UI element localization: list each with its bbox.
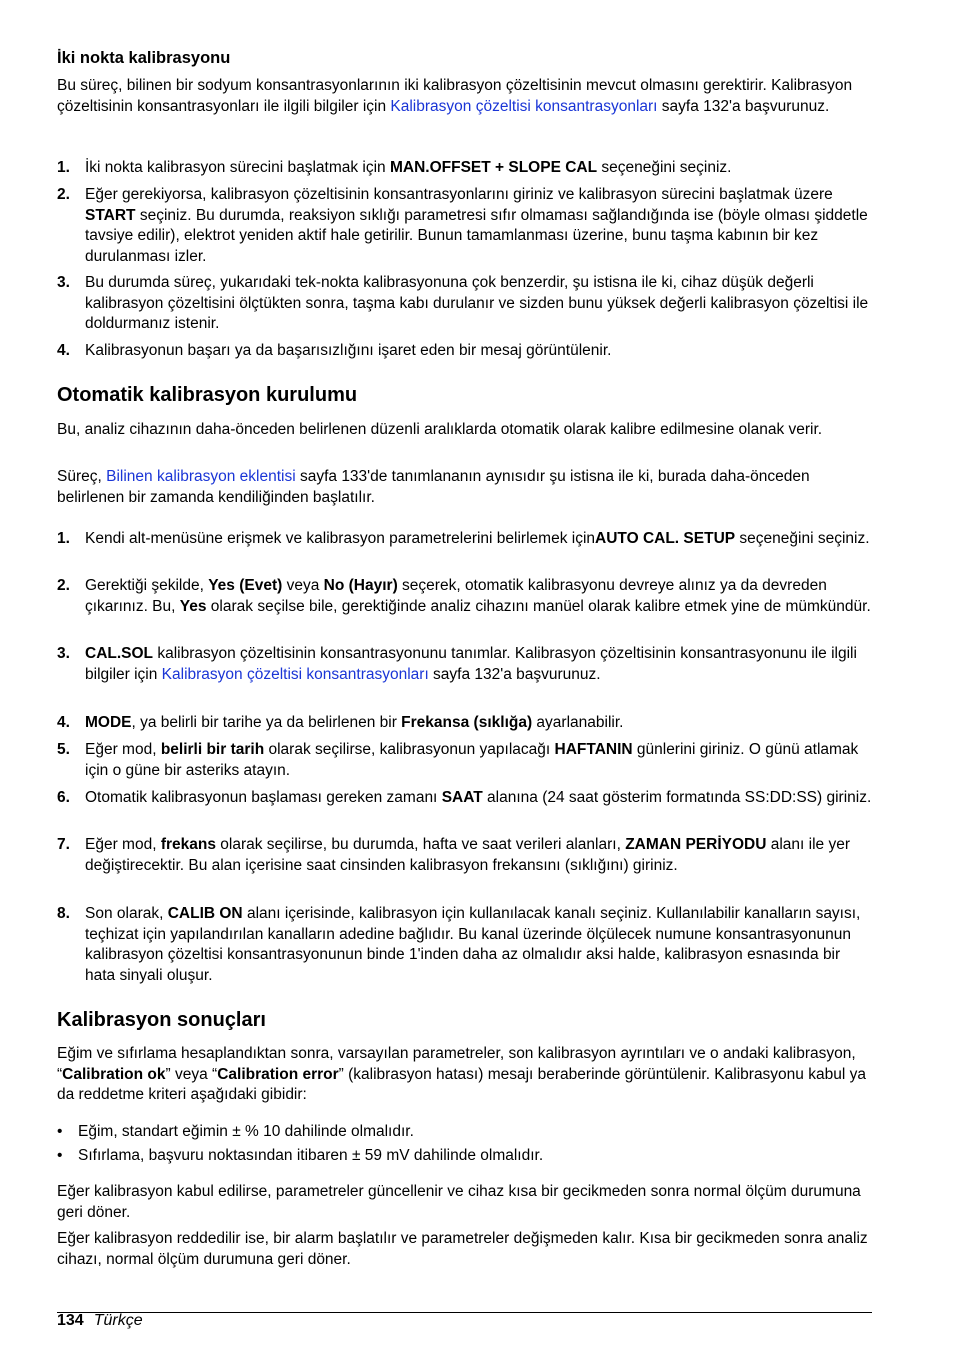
intro-paragraph xyxy=(57,76,872,117)
intro-text: Bu süreç, bilinen bir sodyum konsantrasyonlarının iki kalibrasyon çözeltisinin mevcut olmasını gerektirir. Kalibrasyon çözeltisinin konsantrasyonları ile ilgili bilgiler için xyxy=(57,77,853,115)
footer-language: Türkçe xyxy=(93,1312,143,1329)
menu-option: Frekansa (sıklığa) xyxy=(401,714,533,731)
step-text xyxy=(85,713,872,734)
message-calibration-error: Calibration error xyxy=(217,1065,339,1083)
link-known-calibration-addition[interactable]: Bilinen kalibrasyon eklentisi xyxy=(106,468,296,485)
text: seçerek, otomatik kalibrasyonu devreye alınız ya da devreden çıkarınız. Bu, xyxy=(85,577,827,615)
text: sayfa 132'a başvurunuz. xyxy=(428,665,601,683)
text: Süreç, xyxy=(57,468,107,485)
option-yes: Yes xyxy=(179,597,207,615)
paragraph xyxy=(57,1044,872,1106)
text: Eğim ve sıfırlama hesaplandıktan sonra, varsayılan parametreler, son kalibrasyon ayrıntıları ve o andaki kalibrasyon, “ xyxy=(57,1045,856,1083)
footer-divider xyxy=(57,1312,872,1313)
step-text xyxy=(85,835,872,876)
step-text: Kalibrasyonun başarı ya da başarısızlığını işaret eden bir mesaj görüntülenir. xyxy=(85,342,612,359)
step-number: 7. xyxy=(57,836,70,853)
step-text xyxy=(85,740,872,781)
step-number: 4. xyxy=(57,714,70,731)
step-text xyxy=(85,904,872,986)
section-title-auto-calibration-setup: Otomatik kalibrasyon kurulumu xyxy=(57,384,358,406)
step-text xyxy=(85,158,872,179)
bullet-icon: • xyxy=(57,1147,63,1164)
intro-text-end: sayfa 132'a başvurunuz. xyxy=(657,97,830,115)
message-calibration-ok: Calibration ok xyxy=(62,1065,166,1083)
step-number: 4. xyxy=(57,342,70,359)
text: Kendi alt-menüsüne erişmek ve kalibrasyon parametrelerini belirlemek için xyxy=(85,530,596,547)
step-number: 1. xyxy=(57,530,70,547)
text: seçiniz. Bu durumda, reaksiyon sıklığı parametresi sıfır olmaması sağlandığında ise (böyle olması şiddetle tavsiye edilir), elektrot yeniden aktif hale getirilir. Bunun tamamlanması üzerine, bunu taşma kabının bir kez durulanması izler. xyxy=(85,206,868,265)
step-number: 2. xyxy=(57,186,70,203)
text: Gerektiği şekilde, xyxy=(85,577,209,594)
text: Eğer mod, xyxy=(85,741,161,758)
paragraph: Eğer kalibrasyon kabul edilirse, parametreler güncellenir ve cihaz kısa bir gecikmeden sonra normal ölçüm durumuna geri döner. xyxy=(57,1183,861,1221)
menu-option: MAN.OFFSET + SLOPE CAL xyxy=(389,159,598,176)
text: olarak seçilirse, bu durumda, hafta ve saat verileri alanları, xyxy=(215,836,626,853)
paragraph: Bu, analiz cihazının daha-önceden belirlenen düzenli aralıklarda otomatik olarak kalibre edilmesine olanak verir. xyxy=(57,421,823,438)
menu-option: CALIB ON xyxy=(167,905,243,922)
step-number: 3. xyxy=(57,274,70,291)
text: veya xyxy=(282,577,324,594)
text: Son olarak, xyxy=(85,905,168,922)
step-text xyxy=(85,529,872,550)
text: İki nokta kalibrasyon sürecini başlatmak için xyxy=(85,159,390,176)
text: Eğer gerekiyorsa, kalibrasyon çözeltisinin konsantrasyonlarını giriniz ve kalibrasyon sürecini başlatmak üzere xyxy=(85,186,833,203)
text: alanı içerisinde, kalibrasyon için kullanılacak kanalı seçiniz. Kullanılabilir kanalların sayısı, teçhizat için yapılandırılan kanalların adedine bağlıdır. Bu kanal üzerinde ölçülecek numune konsantrasyonunun kalibrasyon çözeltisi konsantrasyonunun binde 1'inden daha az olmalıdır aksi halde, kalibrasyon esnasında bir hata sinyali oluşur. xyxy=(85,905,861,984)
bullet-text: Sıfırlama, başvuru noktasından itibaren ± 59 mV dahilinde olmalıdır. xyxy=(78,1147,544,1164)
step-text xyxy=(85,185,872,267)
step-number: 6. xyxy=(57,789,70,806)
step-number: 3. xyxy=(57,645,70,662)
text: seçeneğini seçiniz. xyxy=(735,530,870,547)
text: , ya belirli bir tarihe ya da belirlenen bir xyxy=(131,714,402,731)
text: sayfa 133'de tanımlananın aynısıdır şu istisna ile ki, burada daha-önceden belirlenen bir zamanda kendiliğinden başlatılır. xyxy=(57,468,810,506)
menu-option: START xyxy=(85,206,136,224)
menu-option: HAFTANIN xyxy=(554,741,633,758)
page-number: 134 xyxy=(57,1312,84,1329)
step-text xyxy=(85,644,872,685)
text: Otomatik kalibrasyonun başlaması gereken zamanı xyxy=(85,789,442,806)
bullet-text: Eğim, standart eğimin ± % 10 dahilinde olmalıdır. xyxy=(78,1123,414,1140)
link-calibration-solution-concentrations[interactable]: Kalibrasyon çözeltisi konsantrasyonları xyxy=(390,97,658,115)
text: olarak seçilse bile, gerektiğinde analiz cihazını manüel olarak kalibre etmek yine de mümkündür. xyxy=(206,597,871,615)
menu-option: CAL.SOL xyxy=(85,645,154,662)
text: günlerini giriniz. O günü atlamak için o güne bir asteriks atayın. xyxy=(85,741,859,779)
text: alanına (24 saat gösterim formatında SS:DD:SS) giriniz. xyxy=(482,789,872,806)
menu-option: belirli bir tarih xyxy=(160,741,265,758)
step-number: 5. xyxy=(57,741,70,758)
text: ayarlanabilir. xyxy=(532,714,624,731)
section-title-two-point-calibration: İki nokta kalibrasyonu xyxy=(57,49,231,67)
step-text xyxy=(85,576,872,617)
option-yes: Yes (Evet) xyxy=(208,577,283,594)
paragraph: Eğer kalibrasyon reddedilir ise, bir alarm başlatılır ve parametreler değişmeden kalır. Kısa bir gecikmeden sonra analiz cihazı, normal ölçüm durumuna geri döner. xyxy=(57,1230,868,1268)
option-no: No (Hayır) xyxy=(323,577,398,594)
text: ” veya “ xyxy=(165,1065,218,1083)
text: olarak seçilirse, kalibrasyonun yapılacağı xyxy=(264,741,555,758)
paragraph xyxy=(57,467,872,508)
text: kalibrasyon çözeltisinin konsantrasyonunu tanımlar. Kalibrasyon çözeltisinin konsantrasyonunu ile ilgili bilgiler için xyxy=(85,645,857,683)
step-number: 2. xyxy=(57,577,70,594)
text: ” (kalibrasyon hatası) mesajı beraberinde görüntülenir. Kalibrasyonu kabul ya da reddetme kriteri aşağıdaki gibidir: xyxy=(57,1065,866,1103)
step-number: 8. xyxy=(57,905,70,922)
menu-option: AUTO CAL. SETUP xyxy=(595,530,736,547)
step-text: Bu durumda süreç, yukarıdaki tek-nokta kalibrasyonuna çok benzerdir, şu istisna ile ki, cihaz düşük değerli kalibrasyon çözeltisini ölçtükten sonra, taşma kabı durulanır ve sizden bunu yüksek değerli kalibrasyon çözeltisi ile doldurmanız istenir. xyxy=(85,274,869,332)
menu-option: MODE xyxy=(85,714,132,731)
text: seçeneğini seçiniz. xyxy=(597,159,732,176)
text: Eğer mod, xyxy=(85,836,161,853)
link-calibration-solution-concentrations[interactable]: Kalibrasyon çözeltisi konsantrasyonları xyxy=(161,665,429,683)
menu-option: frekans xyxy=(160,836,216,853)
text: alanı ile yer değiştirecektir. Bu alan içerisine saat cinsinden kalibrasyon frekansını (sıklığını) giriniz. xyxy=(85,836,851,874)
page-footer xyxy=(57,1311,143,1332)
step-text xyxy=(85,788,872,809)
section-title-calibration-results: Kalibrasyon sonuçları xyxy=(57,1009,266,1031)
menu-option: SAAT xyxy=(441,789,483,806)
bullet-icon: • xyxy=(57,1123,63,1140)
step-number: 1. xyxy=(57,159,70,176)
menu-option: ZAMAN PERİYODU xyxy=(625,836,767,853)
